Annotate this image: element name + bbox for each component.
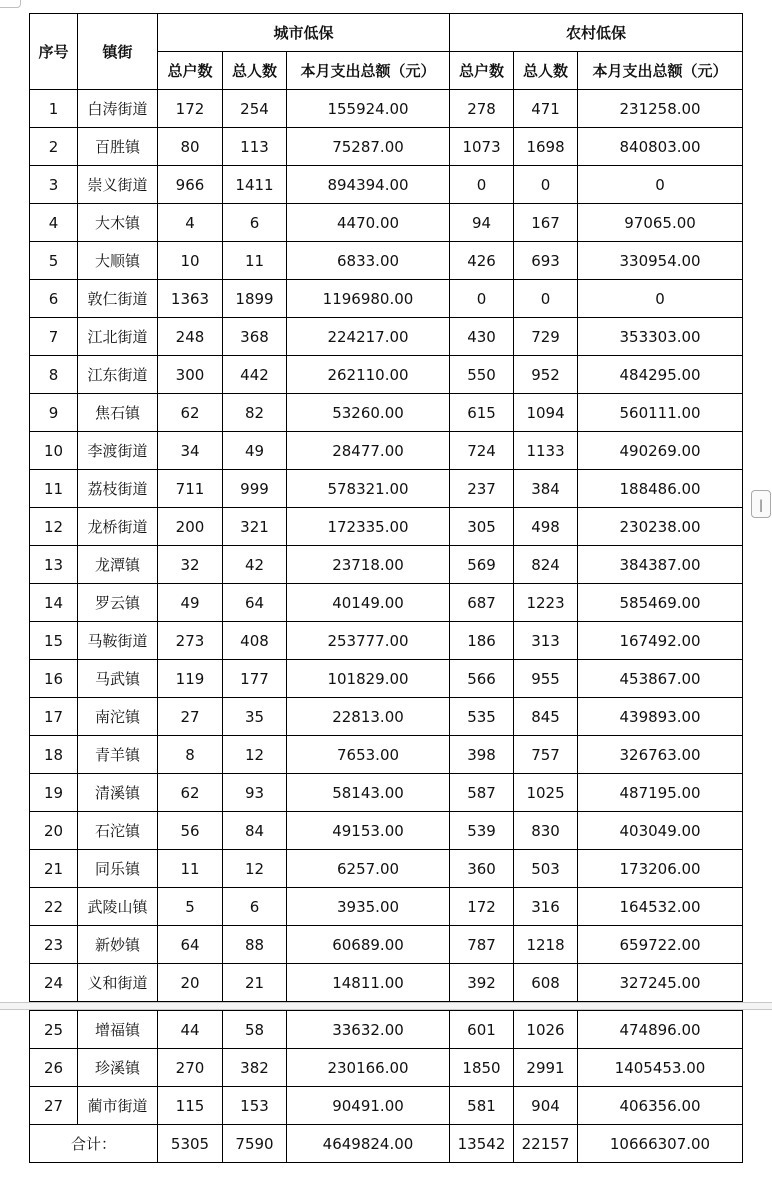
row-town: 蔺市街道 (78, 1087, 158, 1125)
total-urban-persons: 7590 (223, 1125, 287, 1163)
table-row (30, 204, 743, 242)
row-urban-households: 1363 (158, 280, 223, 318)
table-row (30, 128, 743, 166)
row-urban-expense: 6257.00 (287, 850, 450, 888)
table-row (30, 622, 743, 660)
row-urban-persons: 153 (223, 1087, 287, 1125)
row-index: 15 (30, 622, 78, 660)
table-row (30, 470, 743, 508)
row-urban-households: 5 (158, 888, 223, 926)
row-rural-expense: 439893.00 (578, 698, 743, 736)
row-rural-households: 724 (450, 432, 514, 470)
header-urban-expense: 本月支出总额（元） (287, 52, 450, 90)
row-urban-households: 200 (158, 508, 223, 546)
table-row (30, 812, 743, 850)
table-row (30, 660, 743, 698)
row-town: 焦石镇 (78, 394, 158, 432)
row-urban-persons: 88 (223, 926, 287, 964)
row-urban-expense: 49153.00 (287, 812, 450, 850)
row-rural-persons: 384 (514, 470, 578, 508)
row-town: 南沱镇 (78, 698, 158, 736)
row-town: 罗云镇 (78, 584, 158, 622)
row-rural-persons: 1026 (514, 1011, 578, 1049)
row-rural-households: 566 (450, 660, 514, 698)
row-rural-persons: 167 (514, 204, 578, 242)
row-urban-households: 11 (158, 850, 223, 888)
row-rural-expense: 231258.00 (578, 90, 743, 128)
row-rural-persons: 693 (514, 242, 578, 280)
row-index: 3 (30, 166, 78, 204)
row-rural-households: 430 (450, 318, 514, 356)
row-town: 马武镇 (78, 660, 158, 698)
row-rural-expense: 167492.00 (578, 622, 743, 660)
row-rural-expense: 487195.00 (578, 774, 743, 812)
row-rural-expense: 560111.00 (578, 394, 743, 432)
row-urban-households: 8 (158, 736, 223, 774)
row-rural-persons: 0 (514, 166, 578, 204)
row-urban-households: 4 (158, 204, 223, 242)
row-index: 17 (30, 698, 78, 736)
row-urban-expense: 60689.00 (287, 926, 450, 964)
row-rural-persons: 757 (514, 736, 578, 774)
row-town: 清溪镇 (78, 774, 158, 812)
row-index: 24 (30, 964, 78, 1002)
row-urban-persons: 6 (223, 888, 287, 926)
row-town: 江北街道 (78, 318, 158, 356)
assistance-table-page2 (29, 1010, 743, 1163)
row-town: 龙潭镇 (78, 546, 158, 584)
row-index: 18 (30, 736, 78, 774)
header-town: 镇街 (78, 14, 158, 90)
row-urban-households: 62 (158, 394, 223, 432)
row-index: 6 (30, 280, 78, 318)
row-rural-persons: 608 (514, 964, 578, 1002)
row-town: 青羊镇 (78, 736, 158, 774)
table-row (30, 1087, 743, 1125)
row-rural-persons: 845 (514, 698, 578, 736)
row-rural-households: 569 (450, 546, 514, 584)
row-urban-persons: 254 (223, 90, 287, 128)
row-index: 11 (30, 470, 78, 508)
row-rural-persons: 729 (514, 318, 578, 356)
row-town: 武陵山镇 (78, 888, 158, 926)
row-town: 大木镇 (78, 204, 158, 242)
total-urban-expense: 4649824.00 (287, 1125, 450, 1163)
row-urban-persons: 1899 (223, 280, 287, 318)
row-urban-households: 10 (158, 242, 223, 280)
row-rural-persons: 0 (514, 280, 578, 318)
row-rural-persons: 955 (514, 660, 578, 698)
row-urban-households: 115 (158, 1087, 223, 1125)
row-rural-households: 398 (450, 736, 514, 774)
row-urban-households: 966 (158, 166, 223, 204)
row-rural-households: 687 (450, 584, 514, 622)
row-rural-persons: 1698 (514, 128, 578, 166)
row-rural-persons: 1223 (514, 584, 578, 622)
row-urban-expense: 578321.00 (287, 470, 450, 508)
row-index: 10 (30, 432, 78, 470)
row-town: 新妙镇 (78, 926, 158, 964)
table-row (30, 1011, 743, 1049)
row-urban-expense: 155924.00 (287, 90, 450, 128)
row-urban-households: 711 (158, 470, 223, 508)
row-urban-expense: 230166.00 (287, 1049, 450, 1087)
row-rural-expense: 327245.00 (578, 964, 743, 1002)
row-urban-expense: 3935.00 (287, 888, 450, 926)
row-town: 大顺镇 (78, 242, 158, 280)
row-town: 崇义街道 (78, 166, 158, 204)
row-index: 9 (30, 394, 78, 432)
row-index: 4 (30, 204, 78, 242)
row-rural-expense: 330954.00 (578, 242, 743, 280)
row-rural-expense: 173206.00 (578, 850, 743, 888)
row-town: 增福镇 (78, 1011, 158, 1049)
row-urban-households: 34 (158, 432, 223, 470)
row-rural-persons: 1094 (514, 394, 578, 432)
row-rural-expense: 585469.00 (578, 584, 743, 622)
row-urban-persons: 42 (223, 546, 287, 584)
row-urban-expense: 6833.00 (287, 242, 450, 280)
row-index: 25 (30, 1011, 78, 1049)
table-row (30, 964, 743, 1002)
row-urban-households: 64 (158, 926, 223, 964)
table-row (30, 432, 743, 470)
row-rural-persons: 1218 (514, 926, 578, 964)
row-urban-persons: 82 (223, 394, 287, 432)
row-index: 12 (30, 508, 78, 546)
table-row (30, 736, 743, 774)
row-town: 马鞍街道 (78, 622, 158, 660)
row-urban-expense: 4470.00 (287, 204, 450, 242)
total-rural-households: 13542 (450, 1125, 514, 1163)
row-urban-expense: 172335.00 (287, 508, 450, 546)
row-rural-expense: 659722.00 (578, 926, 743, 964)
corner-mark (0, 0, 21, 8)
row-urban-expense: 1196980.00 (287, 280, 450, 318)
row-town: 石沱镇 (78, 812, 158, 850)
row-rural-expense: 188486.00 (578, 470, 743, 508)
row-index: 27 (30, 1087, 78, 1125)
row-rural-expense: 840803.00 (578, 128, 743, 166)
table-row (30, 394, 743, 432)
row-rural-expense: 384387.00 (578, 546, 743, 584)
row-index: 23 (30, 926, 78, 964)
row-rural-households: 550 (450, 356, 514, 394)
row-rural-persons: 503 (514, 850, 578, 888)
row-rural-persons: 1133 (514, 432, 578, 470)
header-urban-households: 总户数 (158, 52, 223, 90)
row-urban-expense: 58143.00 (287, 774, 450, 812)
row-index: 22 (30, 888, 78, 926)
row-index: 26 (30, 1049, 78, 1087)
total-row (30, 1125, 743, 1163)
page-break (0, 1002, 772, 1010)
row-town: 李渡街道 (78, 432, 158, 470)
row-urban-persons: 382 (223, 1049, 287, 1087)
row-urban-households: 80 (158, 128, 223, 166)
row-urban-expense: 7653.00 (287, 736, 450, 774)
row-town: 白涛街道 (78, 90, 158, 128)
total-label: 合计： (30, 1125, 158, 1163)
row-urban-persons: 113 (223, 128, 287, 166)
row-urban-households: 62 (158, 774, 223, 812)
row-rural-expense: 97065.00 (578, 204, 743, 242)
row-index: 20 (30, 812, 78, 850)
row-urban-expense: 14811.00 (287, 964, 450, 1002)
row-urban-households: 172 (158, 90, 223, 128)
table-row (30, 546, 743, 584)
row-rural-expense: 474896.00 (578, 1011, 743, 1049)
row-town: 荔枝街道 (78, 470, 158, 508)
table-row (30, 508, 743, 546)
row-rural-persons: 824 (514, 546, 578, 584)
row-index: 14 (30, 584, 78, 622)
row-urban-households: 300 (158, 356, 223, 394)
row-town: 珍溪镇 (78, 1049, 158, 1087)
row-index: 8 (30, 356, 78, 394)
row-rural-households: 581 (450, 1087, 514, 1125)
row-urban-persons: 408 (223, 622, 287, 660)
row-urban-expense: 262110.00 (287, 356, 450, 394)
row-urban-persons: 6 (223, 204, 287, 242)
row-rural-households: 535 (450, 698, 514, 736)
row-urban-expense: 75287.00 (287, 128, 450, 166)
header-rural-group: 农村低保 (450, 14, 743, 52)
row-rural-expense: 353303.00 (578, 318, 743, 356)
row-urban-households: 119 (158, 660, 223, 698)
row-town: 同乐镇 (78, 850, 158, 888)
row-urban-expense: 53260.00 (287, 394, 450, 432)
row-rural-households: 1850 (450, 1049, 514, 1087)
header-index: 序号 (30, 14, 78, 90)
table-row (30, 90, 743, 128)
row-index: 19 (30, 774, 78, 812)
row-rural-persons: 2991 (514, 1049, 578, 1087)
total-urban-households: 5305 (158, 1125, 223, 1163)
row-urban-persons: 58 (223, 1011, 287, 1049)
total-rural-expense: 10666307.00 (578, 1125, 743, 1163)
row-rural-persons: 471 (514, 90, 578, 128)
row-urban-persons: 21 (223, 964, 287, 1002)
row-rural-expense: 326763.00 (578, 736, 743, 774)
row-rural-persons: 498 (514, 508, 578, 546)
row-urban-households: 248 (158, 318, 223, 356)
table-row (30, 318, 743, 356)
row-rural-households: 278 (450, 90, 514, 128)
row-rural-expense: 490269.00 (578, 432, 743, 470)
row-rural-expense: 1405453.00 (578, 1049, 743, 1087)
header-urban-group: 城市低保 (158, 14, 450, 52)
row-urban-persons: 84 (223, 812, 287, 850)
row-rural-persons: 904 (514, 1087, 578, 1125)
row-rural-households: 426 (450, 242, 514, 280)
row-rural-persons: 830 (514, 812, 578, 850)
table-row (30, 888, 743, 926)
row-town: 义和街道 (78, 964, 158, 1002)
row-index: 7 (30, 318, 78, 356)
row-rural-households: 360 (450, 850, 514, 888)
row-urban-households: 49 (158, 584, 223, 622)
row-index: 5 (30, 242, 78, 280)
row-urban-expense: 33632.00 (287, 1011, 450, 1049)
row-urban-expense: 22813.00 (287, 698, 450, 736)
header-rural-households: 总户数 (450, 52, 514, 90)
row-town: 江东街道 (78, 356, 158, 394)
row-town: 百胜镇 (78, 128, 158, 166)
table-row (30, 280, 743, 318)
row-rural-households: 172 (450, 888, 514, 926)
row-rural-households: 1073 (450, 128, 514, 166)
row-urban-persons: 49 (223, 432, 287, 470)
row-index: 13 (30, 546, 78, 584)
row-urban-households: 56 (158, 812, 223, 850)
row-urban-expense: 101829.00 (287, 660, 450, 698)
row-urban-households: 270 (158, 1049, 223, 1087)
row-rural-households: 392 (450, 964, 514, 1002)
row-rural-households: 539 (450, 812, 514, 850)
row-rural-expense: 164532.00 (578, 888, 743, 926)
row-urban-persons: 11 (223, 242, 287, 280)
row-rural-expense: 230238.00 (578, 508, 743, 546)
row-rural-expense: 453867.00 (578, 660, 743, 698)
row-urban-expense: 253777.00 (287, 622, 450, 660)
row-rural-expense: 403049.00 (578, 812, 743, 850)
table-row (30, 926, 743, 964)
row-urban-persons: 368 (223, 318, 287, 356)
row-urban-persons: 12 (223, 850, 287, 888)
row-urban-expense: 224217.00 (287, 318, 450, 356)
row-town: 龙桥街道 (78, 508, 158, 546)
row-urban-households: 273 (158, 622, 223, 660)
row-urban-persons: 321 (223, 508, 287, 546)
row-rural-households: 237 (450, 470, 514, 508)
row-rural-households: 587 (450, 774, 514, 812)
row-town: 敦仁街道 (78, 280, 158, 318)
table-body-page2 (30, 1011, 743, 1125)
row-urban-expense: 28477.00 (287, 432, 450, 470)
table-row (30, 850, 743, 888)
row-rural-expense: 0 (578, 280, 743, 318)
table-row (30, 242, 743, 280)
row-urban-households: 20 (158, 964, 223, 1002)
row-urban-households: 27 (158, 698, 223, 736)
row-index: 1 (30, 90, 78, 128)
row-urban-persons: 64 (223, 584, 287, 622)
row-rural-persons: 313 (514, 622, 578, 660)
header-urban-persons: 总人数 (223, 52, 287, 90)
row-urban-persons: 999 (223, 470, 287, 508)
total-rural-persons: 22157 (514, 1125, 578, 1163)
table-row (30, 1049, 743, 1087)
row-urban-persons: 93 (223, 774, 287, 812)
row-urban-persons: 1411 (223, 166, 287, 204)
row-urban-persons: 12 (223, 736, 287, 774)
row-rural-households: 615 (450, 394, 514, 432)
row-index: 21 (30, 850, 78, 888)
row-urban-expense: 23718.00 (287, 546, 450, 584)
table-row (30, 356, 743, 394)
row-rural-households: 787 (450, 926, 514, 964)
row-rural-persons: 1025 (514, 774, 578, 812)
row-rural-expense: 406356.00 (578, 1087, 743, 1125)
row-urban-expense: 894394.00 (287, 166, 450, 204)
row-index: 16 (30, 660, 78, 698)
row-urban-expense: 40149.00 (287, 584, 450, 622)
row-urban-persons: 442 (223, 356, 287, 394)
row-rural-households: 305 (450, 508, 514, 546)
row-urban-households: 32 (158, 546, 223, 584)
row-rural-households: 0 (450, 166, 514, 204)
row-rural-persons: 952 (514, 356, 578, 394)
table-body-page1 (30, 90, 743, 1002)
table-row (30, 584, 743, 622)
row-rural-households: 601 (450, 1011, 514, 1049)
table-row (30, 166, 743, 204)
side-scroll-handle[interactable]: | (751, 490, 771, 518)
row-urban-households: 44 (158, 1011, 223, 1049)
row-rural-expense: 484295.00 (578, 356, 743, 394)
header-rural-expense: 本月支出总额（元） (578, 52, 743, 90)
table-row (30, 774, 743, 812)
row-urban-persons: 35 (223, 698, 287, 736)
row-urban-persons: 177 (223, 660, 287, 698)
row-rural-households: 186 (450, 622, 514, 660)
table-row (30, 698, 743, 736)
row-rural-households: 0 (450, 280, 514, 318)
row-index: 2 (30, 128, 78, 166)
assistance-table-page1 (29, 13, 743, 1002)
row-rural-persons: 316 (514, 888, 578, 926)
row-rural-households: 94 (450, 204, 514, 242)
row-urban-expense: 90491.00 (287, 1087, 450, 1125)
row-rural-expense: 0 (578, 166, 743, 204)
header-rural-persons: 总人数 (514, 52, 578, 90)
